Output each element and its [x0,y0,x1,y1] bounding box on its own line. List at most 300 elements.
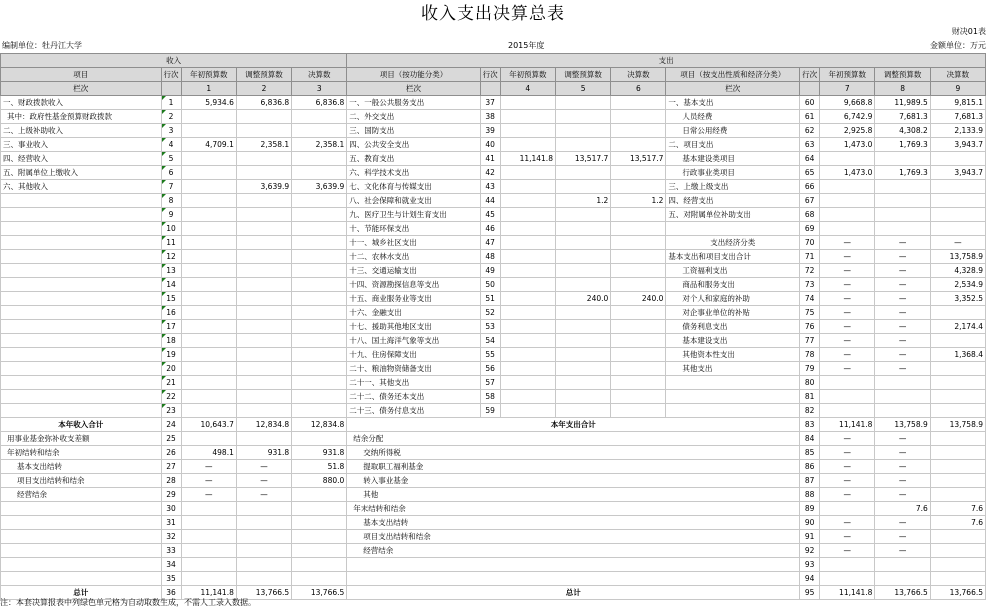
income-item-label [1,516,162,530]
expense-econ-line-number: 77 [800,334,820,348]
income-item-label [1,264,162,278]
expense-func-final-value [611,124,666,138]
expense-econ-item-label [666,404,800,418]
income-adjust-value [236,194,291,208]
col-begin: 年初预算数 [500,68,555,82]
income-item-label [1,278,162,292]
expense-begin-value: — [820,530,875,544]
table-row [1,558,986,572]
grand-total-row-income-adjust: 13,766.5 [236,586,291,600]
table-row [1,334,986,348]
income-item-label [1,502,162,516]
income-item-label [1,558,162,572]
expense-adjust-value [875,558,930,572]
expense-func-item-label: 一、一般公共服务支出 [347,96,480,110]
expense-func-item-label: 七、文化体育与传媒支出 [347,180,480,194]
expense-item-label: 提取职工福利基金 [347,460,800,474]
income-begin-value [181,180,236,194]
income-adjust-value [236,516,291,530]
expense-func-adjust-value: 13,517.7 [555,152,610,166]
income-begin-value [181,530,236,544]
expense-func-final-value: 240.0 [611,292,666,306]
expense-item-label [347,558,800,572]
expense-func-begin-value [500,124,555,138]
col-begin: 年初预算数 [181,68,236,82]
income-begin-value: 498.1 [181,446,236,460]
income-final-value [292,376,347,390]
expense-func-line-number: 37 [480,96,500,110]
income-line-number: 32 [161,530,181,544]
income-adjust-value [236,502,291,516]
income-adjust-value: — [236,474,291,488]
income-final-value [292,544,347,558]
expense-econ-begin-value [820,180,875,194]
income-adjust-value [236,432,291,446]
income-line-number: 28 [161,474,181,488]
expense-econ-item-label: 四、经营支出 [666,194,800,208]
expense-func-final-value [611,138,666,152]
expense-func-final-value [611,180,666,194]
income-final-value: 3,639.9 [292,180,347,194]
income-line-number: 3 [161,124,181,138]
expense-func-begin-value [500,194,555,208]
expense-econ-final-value: 9,815.1 [930,96,985,110]
expense-econ-item-label: 基本建设支出 [666,334,800,348]
income-begin-value [181,544,236,558]
expense-func-item-label: 二、外交支出 [347,110,480,124]
expense-func-begin-value: 11,141.8 [500,152,555,166]
expense-econ-begin-value: — [820,278,875,292]
expense-econ-adjust-value: — [875,264,930,278]
income-item-label [1,236,162,250]
income-begin-value: — [181,474,236,488]
expense-econ-item-label [666,222,800,236]
expense-func-line-number: 46 [480,222,500,236]
expense-econ-line-number: 66 [800,180,820,194]
expense-item-label: 交纳所得税 [347,446,800,460]
income-final-value [292,516,347,530]
expense-econ-line-number: 76 [800,320,820,334]
expense-line-number: 85 [800,446,820,460]
expense-func-adjust-value [555,306,610,320]
expense-func-begin-value [500,222,555,236]
table-row [1,166,986,180]
expense-econ-adjust-value: — [875,334,930,348]
expense-func-final-value [611,222,666,236]
income-line-number: 16 [161,306,181,320]
expense-econ-item-label: 其他支出 [666,362,800,376]
expense-func-adjust-value [555,348,610,362]
expense-econ-begin-value [820,376,875,390]
col-econ-item: 项目（按支出性质和经济分类） [666,68,800,82]
col-number: 3 [292,82,347,96]
income-line-number: 12 [161,250,181,264]
table-row [1,152,986,166]
expense-econ-item-label: 五、对附属单位补助支出 [666,208,800,222]
income-line-number: 9 [161,208,181,222]
expense-econ-adjust-value: — [875,362,930,376]
table-row [1,208,986,222]
expense-func-item-label: 十一、城乡社区支出 [347,236,480,250]
col-number: 5 [555,82,610,96]
expense-final-value [930,530,985,544]
footer-note: 注：本套决算报表中列绿色单元格为自动取数生成，不需人工录入数据。 [0,598,256,607]
income-begin-value [181,194,236,208]
expense-func-adjust-value [555,334,610,348]
expense-econ-item-label: 商品和服务支出 [666,278,800,292]
col-number: 7 [820,82,875,96]
income-adjust-value [236,264,291,278]
income-adjust-value [236,208,291,222]
income-begin-value [181,572,236,586]
expense-econ-adjust-value [875,222,930,236]
expense-econ-begin-value: 9,668.8 [820,96,875,110]
expense-func-final-value [611,376,666,390]
expense-econ-final-value: 3,943.7 [930,138,985,152]
expense-econ-line-number: 61 [800,110,820,124]
income-adjust-value [236,376,291,390]
expense-func-item-label: 四、公共安全支出 [347,138,480,152]
expense-econ-begin-value: — [820,320,875,334]
table-row [1,572,986,586]
income-adjust-value [236,152,291,166]
income-adjust-value [236,278,291,292]
expense-func-line-number: 56 [480,362,500,376]
income-adjust-value [236,236,291,250]
income-final-value: 880.0 [292,474,347,488]
expense-econ-adjust-value [875,194,930,208]
expense-final-value [930,558,985,572]
income-item-label: 六、其他收入 [1,180,162,194]
income-item-label [1,194,162,208]
income-line-number: 20 [161,362,181,376]
income-final-value [292,264,347,278]
expense-econ-final-value [930,152,985,166]
expense-econ-adjust-value [875,376,930,390]
total-row-income-final: 12,834.8 [292,418,347,432]
expense-econ-adjust-value: — [875,236,930,250]
table-row [1,432,986,446]
expense-line-number: 89 [800,502,820,516]
income-final-value [292,306,347,320]
table-row [1,544,986,558]
expense-func-item-label: 十九、住房保障支出 [347,348,480,362]
grand-total-row-expense-begin: 11,141.8 [820,586,875,600]
expense-econ-final-value: 7,681.3 [930,110,985,124]
expense-econ-adjust-value: — [875,306,930,320]
income-final-value [292,404,347,418]
expense-adjust-value: — [875,488,930,502]
expense-econ-adjust-value: 11,989.5 [875,96,930,110]
expense-final-value [930,474,985,488]
expense-econ-line-number: 67 [800,194,820,208]
income-line-number: 26 [161,446,181,460]
expense-func-item-label: 二十二、债务还本支出 [347,390,480,404]
expense-func-adjust-value [555,320,610,334]
income-final-value [292,488,347,502]
expense-begin-value: — [820,432,875,446]
income-begin-value: 5,934.6 [181,96,236,110]
col-number: 9 [930,82,985,96]
expense-econ-begin-value: — [820,292,875,306]
col-number [800,82,820,96]
expense-func-final-value: 13,517.7 [611,152,666,166]
income-line-number: 6 [161,166,181,180]
income-line-number: 13 [161,264,181,278]
income-line-number: 23 [161,404,181,418]
income-begin-value [181,334,236,348]
table-row [1,362,986,376]
income-adjust-value [236,362,291,376]
col-item: 项目 [1,68,162,82]
expense-begin-value: — [820,474,875,488]
expense-func-final-value [611,278,666,292]
col-adjust: 调整预算数 [555,68,610,82]
year-label: 2015年度 [508,41,545,50]
expense-econ-begin-value [820,222,875,236]
income-line-number: 34 [161,558,181,572]
expense-line-number: 88 [800,488,820,502]
expense-final-value [930,432,985,446]
expense-line-number: 86 [800,460,820,474]
expense-func-line-number: 55 [480,348,500,362]
expense-econ-adjust-value: — [875,250,930,264]
expense-econ-line-number: 75 [800,306,820,320]
expense-func-item-label: 二十三、债务付息支出 [347,404,480,418]
expense-econ-item-label: 二、项目支出 [666,138,800,152]
expense-func-final-value [611,264,666,278]
expense-func-adjust-value: 240.0 [555,292,610,306]
table-row [1,110,986,124]
expense-econ-final-value [930,404,985,418]
expense-econ-begin-value: — [820,236,875,250]
expense-func-final-value [611,306,666,320]
grand-total-row-expense-adjust: 13,766.5 [875,586,930,600]
table-row [1,348,986,362]
expense-func-line-number: 49 [480,264,500,278]
col-line-label: 栏次 [347,82,480,96]
table-row [1,292,986,306]
income-adjust-value [236,124,291,138]
income-begin-value [181,152,236,166]
expense-final-value [930,572,985,586]
expense-func-begin-value [500,264,555,278]
table-row [1,460,986,474]
income-adjust-value [236,558,291,572]
income-adjust-value [236,334,291,348]
expense-func-final-value [611,166,666,180]
income-begin-value [181,208,236,222]
expense-econ-item-label: 基本支出和项目支出合计 [666,250,800,264]
expense-econ-final-value: 3,352.5 [930,292,985,306]
income-adjust-value: — [236,460,291,474]
income-begin-value [181,502,236,516]
total-row-income-label: 本年收入合计 [1,418,162,432]
income-item-label: 二、上级补助收入 [1,124,162,138]
expense-section-header: 支出 [347,54,986,68]
expense-func-begin-value [500,348,555,362]
expense-econ-line-number: 79 [800,362,820,376]
expense-func-adjust-value [555,390,610,404]
income-begin-value [181,278,236,292]
expense-adjust-value: — [875,446,930,460]
expense-func-item-label: 十、节能环保支出 [347,222,480,236]
income-line-number: 25 [161,432,181,446]
income-adjust-value: — [236,488,291,502]
expense-func-item-label: 十三、交通运输支出 [347,264,480,278]
income-item-label: 五、附属单位上缴收入 [1,166,162,180]
expense-econ-item-label: 对个人和家庭的补助 [666,292,800,306]
income-final-value [292,208,347,222]
income-line-number: 2 [161,110,181,124]
expense-econ-item-label: 对企事业单位的补贴 [666,306,800,320]
col-number: 4 [500,82,555,96]
expense-func-adjust-value [555,208,610,222]
expense-func-final-value [611,96,666,110]
income-begin-value: — [181,488,236,502]
table-row [1,320,986,334]
income-item-label [1,306,162,320]
income-begin-value [181,124,236,138]
income-item-label: 四、经营收入 [1,152,162,166]
expense-func-line-number: 52 [480,306,500,320]
expense-func-item-label: 二十一、其他支出 [347,376,480,390]
expense-econ-begin-value: — [820,306,875,320]
income-adjust-value: 931.8 [236,446,291,460]
income-item-label: 基本支出结转 [1,460,162,474]
expense-func-begin-value [500,292,555,306]
total-row-income-line: 24 [161,418,181,432]
col-line: 行次 [161,68,181,82]
income-item-label [1,362,162,376]
income-final-value: 2,358.1 [292,138,347,152]
expense-func-adjust-value [555,166,610,180]
expense-econ-line-number: 72 [800,264,820,278]
income-line-number: 17 [161,320,181,334]
expense-func-line-number: 38 [480,110,500,124]
expense-econ-line-number: 74 [800,292,820,306]
income-final-value [292,558,347,572]
income-line-number: 27 [161,460,181,474]
expense-func-line-number: 59 [480,404,500,418]
expense-func-final-value [611,404,666,418]
expense-econ-item-label: 三、上缴上级支出 [666,180,800,194]
form-code: 财决01表 [951,27,986,36]
income-adjust-value [236,404,291,418]
expense-item-label [347,572,800,586]
income-begin-value [181,376,236,390]
expense-econ-adjust-value [875,390,930,404]
expense-econ-final-value [930,390,985,404]
expense-func-adjust-value: 1.2 [555,194,610,208]
col-final: 决算数 [611,68,666,82]
expense-begin-value [820,502,875,516]
income-begin-value [181,362,236,376]
expense-func-begin-value [500,110,555,124]
expense-func-line-number: 44 [480,194,500,208]
expense-func-line-number: 58 [480,390,500,404]
income-line-number: 5 [161,152,181,166]
expense-item-label: 结余分配 [347,432,800,446]
expense-econ-line-number: 65 [800,166,820,180]
expense-line-number: 90 [800,516,820,530]
total-row-expense-adjust: 13,758.9 [875,418,930,432]
table-row [1,278,986,292]
expense-econ-item-label: 其他资本性支出 [666,348,800,362]
income-adjust-value [236,110,291,124]
expense-adjust-value [875,572,930,586]
expense-func-begin-value [500,306,555,320]
expense-econ-line-number: 82 [800,404,820,418]
expense-func-final-value [611,236,666,250]
table-row [1,264,986,278]
expense-func-final-value [611,390,666,404]
expense-line-number: 87 [800,474,820,488]
grand-total-row-income-final: 13,766.5 [292,586,347,600]
income-final-value [292,236,347,250]
expense-econ-item-label: 基本建设类项目 [666,152,800,166]
expense-econ-adjust-value: — [875,320,930,334]
budget-table [0,53,986,600]
col-line: 行次 [800,68,820,82]
income-item-label [1,250,162,264]
grand-total-row-expense-final: 13,766.5 [930,586,985,600]
expense-func-final-value [611,362,666,376]
expense-func-adjust-value [555,278,610,292]
expense-econ-adjust-value [875,404,930,418]
income-final-value [292,530,347,544]
income-item-label [1,292,162,306]
expense-func-line-number: 40 [480,138,500,152]
total-row [1,418,986,432]
income-begin-value [181,404,236,418]
expense-func-final-value [611,208,666,222]
expense-econ-final-value: 13,758.9 [930,250,985,264]
expense-func-begin-value [500,138,555,152]
income-item-label [1,572,162,586]
income-item-label: 其中：政府性基金预算财政拨款 [1,110,162,124]
income-begin-value [181,222,236,236]
expense-final-value: 7.6 [930,516,985,530]
income-final-value [292,110,347,124]
expense-econ-line-number: 64 [800,152,820,166]
table-row [1,530,986,544]
income-item-label [1,334,162,348]
expense-func-begin-value [500,376,555,390]
expense-adjust-value: — [875,544,930,558]
income-line-number: 18 [161,334,181,348]
income-line-number: 15 [161,292,181,306]
expense-func-item-label: 十六、金融支出 [347,306,480,320]
col-number: 6 [611,82,666,96]
expense-func-final-value [611,250,666,264]
income-item-label [1,376,162,390]
table-row [1,194,986,208]
expense-econ-final-value: 2,534.9 [930,278,985,292]
expense-func-item-label: 八、社会保障和就业支出 [347,194,480,208]
table-row [1,222,986,236]
expense-econ-begin-value: — [820,348,875,362]
income-final-value [292,432,347,446]
expense-econ-line-number: 63 [800,138,820,152]
income-line-number: 19 [161,348,181,362]
expense-econ-begin-value [820,390,875,404]
col-line-label: 栏次 [1,82,162,96]
expense-econ-item-label: 一、基本支出 [666,96,800,110]
income-line-number: 33 [161,544,181,558]
expense-begin-value: — [820,446,875,460]
expense-func-adjust-value [555,236,610,250]
